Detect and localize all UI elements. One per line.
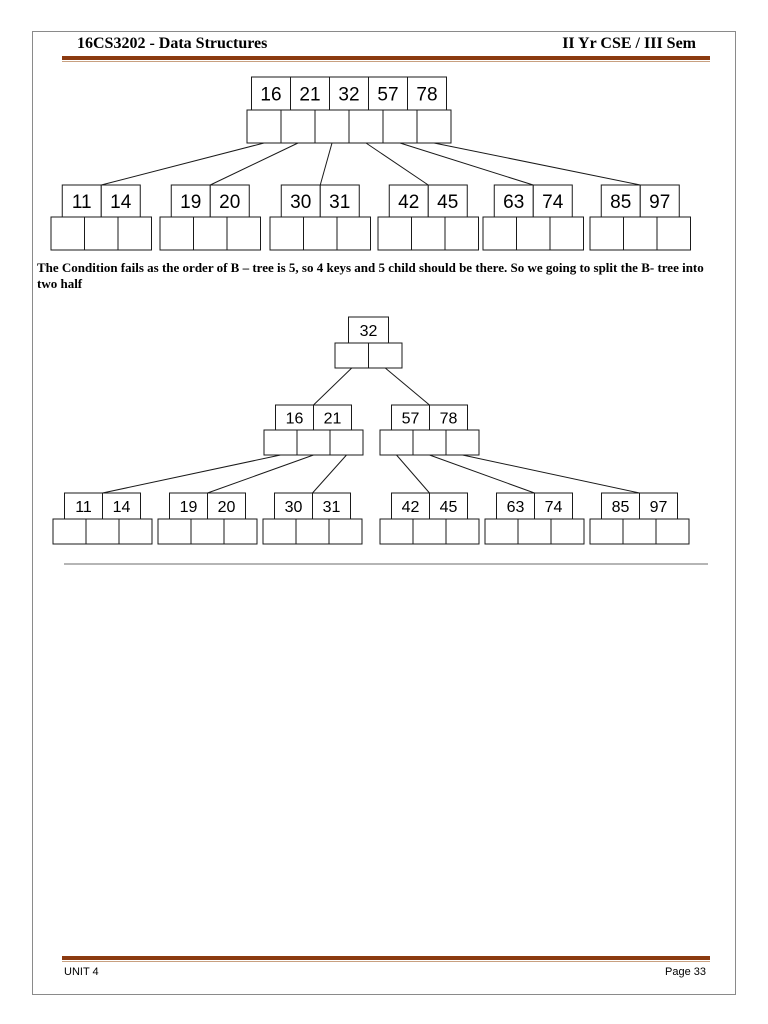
tree-edge	[314, 368, 352, 405]
pointer-cell	[517, 217, 551, 250]
tree-edge	[103, 455, 281, 493]
section-separator	[64, 563, 708, 565]
pointer-cell	[656, 519, 689, 544]
pointer-cell	[330, 430, 363, 455]
key-value: 42	[398, 191, 420, 213]
pointer-cell	[551, 519, 584, 544]
pointer-cell	[158, 519, 191, 544]
tree-edge	[208, 455, 314, 493]
tree-edge	[385, 368, 429, 405]
pointer-cell	[624, 217, 658, 250]
pointer-cell	[86, 519, 119, 544]
pointer-cell	[446, 519, 479, 544]
semester-label: II Yr CSE / III Sem	[562, 35, 696, 52]
pointer-cell	[369, 343, 403, 368]
pointer-cell	[485, 519, 518, 544]
key-value: 97	[649, 498, 668, 516]
leaf-node	[483, 185, 584, 250]
internal-node	[380, 405, 479, 455]
pointer-cell	[417, 110, 451, 143]
pointer-cell	[224, 519, 257, 544]
leaf-node	[53, 493, 152, 544]
pointer-cell	[518, 519, 551, 544]
key-value: 21	[323, 410, 342, 428]
pointer-cell	[270, 217, 304, 250]
key-value: 14	[110, 191, 132, 213]
pointer-cell	[550, 217, 584, 250]
key-value: 11	[75, 498, 92, 516]
tree-edge	[463, 455, 640, 493]
tree-edge	[320, 143, 332, 185]
course-title: 16CS3202 - Data Structures	[77, 35, 268, 52]
pointer-cell	[380, 430, 413, 455]
key-value: 30	[290, 191, 312, 213]
btree-after-split	[53, 317, 689, 544]
key-value: 78	[439, 410, 458, 428]
leaf-node	[263, 493, 362, 544]
key-value: 63	[503, 191, 525, 213]
unit-label: UNIT 4	[64, 966, 99, 978]
tree-edge	[430, 455, 535, 493]
pointer-cell	[483, 217, 517, 250]
pointer-cell	[590, 519, 623, 544]
pointer-cell	[191, 519, 224, 544]
key-value: 32	[359, 322, 378, 340]
key-value: 63	[506, 498, 525, 516]
tree-edge	[313, 455, 347, 493]
root-node-overflow	[247, 77, 451, 143]
leaf-node	[51, 185, 152, 250]
pointer-cell	[304, 217, 338, 250]
key-value: 74	[544, 498, 563, 516]
key-value: 78	[416, 84, 438, 106]
key-value: 16	[285, 410, 304, 428]
key-value: 30	[284, 498, 303, 516]
key-value: 45	[437, 191, 459, 213]
btree-before-split	[51, 77, 691, 250]
pointer-cell	[53, 519, 86, 544]
leaf-node	[378, 185, 479, 250]
pointer-cell	[349, 110, 383, 143]
key-value: 97	[649, 191, 671, 213]
pointer-cell	[247, 110, 281, 143]
footer-rule-thin	[62, 961, 710, 962]
key-value: 14	[112, 498, 131, 516]
key-value: 19	[180, 191, 202, 213]
leaf-node	[270, 185, 371, 250]
pointer-cell	[263, 519, 296, 544]
explanation-text: The Condition fails as the order of B – tree is 5, so 4 keys and 5 child should be there. So we going to split the B- tree into two half	[37, 260, 704, 291]
key-value: 85	[610, 191, 632, 213]
pointer-cell	[657, 217, 691, 250]
internal-node	[264, 405, 363, 455]
footer-rule	[62, 956, 710, 960]
pointer-cell	[446, 430, 479, 455]
key-value: 45	[439, 498, 458, 516]
leaf-node	[590, 185, 691, 250]
tree-edge	[434, 143, 640, 185]
key-value: 57	[377, 84, 399, 106]
pointer-cell	[160, 217, 194, 250]
leaf-node	[380, 493, 479, 544]
pointer-cell	[281, 110, 315, 143]
root-node	[335, 317, 402, 368]
key-value: 31	[329, 191, 351, 213]
key-value: 74	[542, 191, 564, 213]
pointer-cell	[119, 519, 152, 544]
pointer-cell	[85, 217, 119, 250]
key-value: 85	[611, 498, 630, 516]
pointer-cell	[297, 430, 330, 455]
pointer-cell	[413, 519, 446, 544]
pointer-cell	[590, 217, 624, 250]
key-value: 32	[338, 84, 360, 106]
key-value: 57	[401, 410, 420, 428]
key-value: 19	[179, 498, 198, 516]
key-value: 20	[217, 498, 236, 516]
key-value: 20	[219, 191, 241, 213]
leaf-node	[485, 493, 584, 544]
key-value: 11	[71, 191, 92, 213]
key-value: 31	[322, 498, 341, 516]
tree-edge	[210, 143, 298, 185]
pointer-cell	[227, 217, 261, 250]
pointer-cell	[315, 110, 349, 143]
tree-edge	[397, 455, 430, 493]
key-value: 21	[299, 84, 321, 106]
tree-edge	[101, 143, 264, 185]
leaf-node	[160, 185, 261, 250]
page-number: Page 33	[665, 966, 706, 978]
pointer-cell	[380, 519, 413, 544]
pointer-cell	[623, 519, 656, 544]
pointer-cell	[383, 110, 417, 143]
pointer-cell	[296, 519, 329, 544]
pointer-cell	[412, 217, 446, 250]
leaf-node	[590, 493, 689, 544]
pointer-cell	[51, 217, 85, 250]
pointer-cell	[413, 430, 446, 455]
key-value: 16	[260, 84, 282, 106]
key-value: 42	[401, 498, 420, 516]
pointer-cell	[118, 217, 152, 250]
pointer-cell	[264, 430, 297, 455]
pointer-cell	[378, 217, 412, 250]
pointer-cell	[335, 343, 369, 368]
pointer-cell	[194, 217, 228, 250]
pointer-cell	[445, 217, 479, 250]
pointer-cell	[329, 519, 362, 544]
leaf-node	[158, 493, 257, 544]
pointer-cell	[337, 217, 371, 250]
